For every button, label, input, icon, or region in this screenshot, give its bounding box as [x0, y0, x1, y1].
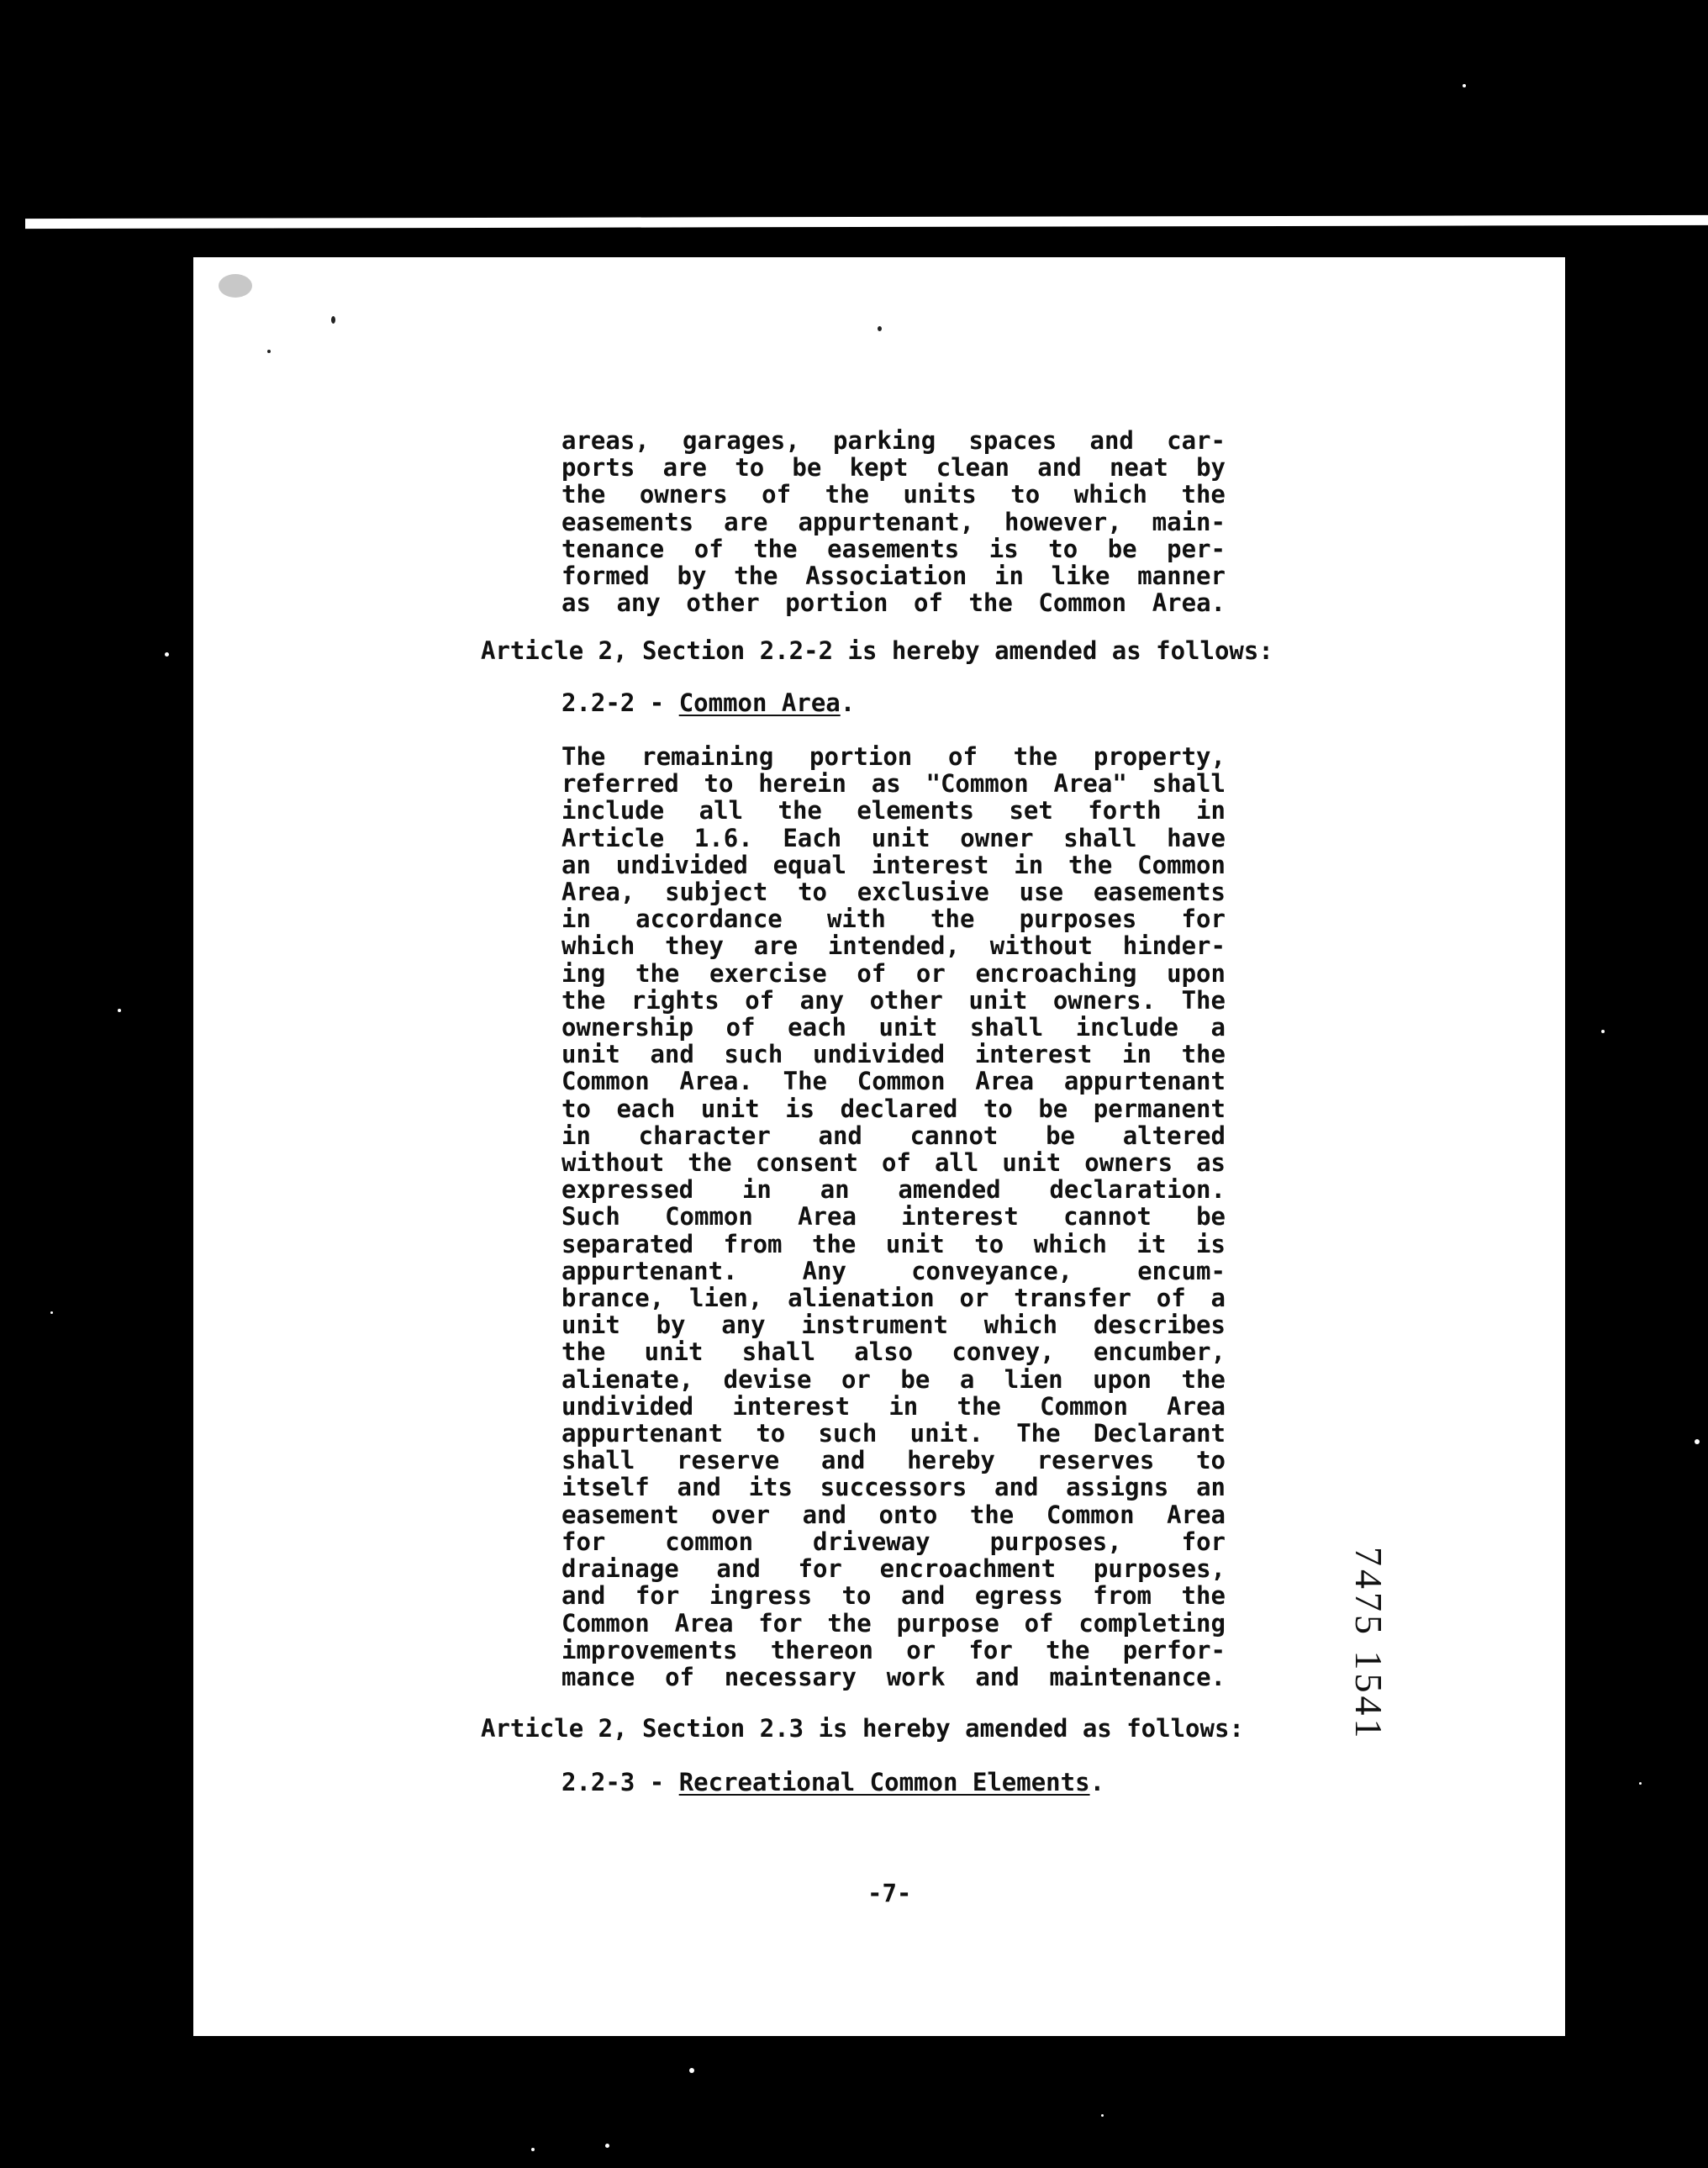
text-line: the owners of the units to which the	[561, 480, 1226, 509]
text-line: Such Common Area interest cannot be	[561, 1202, 1226, 1232]
scan-noise	[531, 2148, 535, 2151]
text-line: which they are intended, without hinder-	[561, 931, 1226, 961]
text-line: formed by the Association in like manner	[561, 562, 1226, 591]
scan-noise	[1463, 84, 1466, 87]
text-line: drainage and for encroachment purposes,	[561, 1554, 1226, 1584]
section-heading-recreational	[561, 1769, 1104, 1796]
text-line: include all the elements set forth in	[561, 796, 1226, 826]
text-line: without the consent of all unit owners as	[561, 1148, 1226, 1178]
text-line: for common driveway purposes, for	[561, 1527, 1226, 1556]
paper-top-edge	[25, 215, 1708, 229]
text-line: ing the exercise of or encroaching upon	[561, 958, 1226, 988]
text-line: appurtenant. Any conveyance, encum-	[561, 1256, 1226, 1285]
text-line: in character and cannot be altered	[561, 1121, 1226, 1150]
section-title: Recreational Common Elements	[678, 1768, 1090, 1796]
scan-noise	[1639, 1782, 1642, 1785]
text-line: alienate, devise or be a lien upon the	[561, 1364, 1226, 1394]
text-line: referred to herein as "Common Area" shall	[561, 769, 1226, 799]
text-line: and for ingress to and egress from the	[561, 1581, 1226, 1611]
text-line: ports are to be kept clean and neat by	[561, 453, 1226, 483]
scan-noise	[878, 326, 882, 331]
text-line: areas, garages, parking spaces and car-	[561, 426, 1226, 455]
text-line: the unit shall also convey, encumber,	[561, 1337, 1226, 1367]
text-line: itself and its successors and assigns an	[561, 1473, 1226, 1502]
scan-noise	[50, 1311, 53, 1314]
scan-noise	[1695, 1439, 1700, 1444]
text-line: Common Area. The Common Area appurtenant	[561, 1067, 1226, 1096]
section-number: 2.2-2 -	[561, 688, 679, 717]
amendment-line-2-3: Article 2, Section 2.3 is hereby amended as follows:	[481, 1714, 1244, 1743]
recording-stamp: 7475 1541	[1347, 1547, 1390, 1742]
section-number: 2.2-3 -	[561, 1768, 679, 1796]
amendment-line-2-2-2: Article 2, Section 2.2-2 is hereby amended as follows:	[481, 636, 1273, 665]
text-line: unit by any instrument which describes	[561, 1311, 1226, 1340]
common-area-paragraph	[561, 743, 1226, 1691]
text-line: undivided interest in the Common Area	[561, 1391, 1226, 1421]
text-line: an undivided equal interest in the Common	[561, 850, 1226, 879]
scan-noise	[1101, 2114, 1104, 2117]
text-line: Article 1.6. Each unit owner shall have	[561, 823, 1226, 852]
text-line: Common Area for the purpose of completing	[561, 1608, 1226, 1638]
text-line: The remaining portion of the property,	[561, 742, 1226, 771]
text-line: in accordance with the purposes for	[561, 905, 1226, 934]
heading-punctuation: .	[1089, 1768, 1105, 1796]
text-line: expressed in an amended declaration.	[561, 1175, 1226, 1205]
heading-punctuation: .	[840, 688, 856, 717]
continued-paragraph	[561, 427, 1226, 616]
scan-noise	[165, 652, 169, 657]
text-line: improvements thereon or for the perfor-	[561, 1635, 1226, 1664]
scan-noise	[267, 350, 271, 353]
page-number: -7-	[867, 1879, 912, 1907]
text-line: the rights of any other unit owners. The	[561, 985, 1226, 1015]
text-line: tenance of the easements is to be per-	[561, 534, 1226, 563]
scan-noise	[689, 2068, 694, 2073]
text-line: Area, subject to exclusive use easements	[561, 878, 1226, 907]
text-line: as any other portion of the Common Area.	[561, 588, 1226, 618]
section-title: Common Area	[678, 688, 841, 717]
scan-noise	[331, 316, 335, 324]
section-heading-common-area	[561, 689, 855, 716]
text-line: unit and such undivided interest in the	[561, 1040, 1226, 1069]
scan-noise	[219, 274, 252, 298]
scan-noise	[1601, 1030, 1605, 1033]
scan-noise	[605, 2144, 609, 2148]
text-line: shall reserve and hereby reserves to	[561, 1446, 1226, 1475]
text-line: mance of necessary work and maintenance.	[561, 1662, 1226, 1691]
text-line: separated from the unit to which it is	[561, 1229, 1226, 1258]
text-line: easement over and onto the Common Area	[561, 1500, 1226, 1529]
text-line: easements are appurtenant, however, main-	[561, 507, 1226, 536]
text-line: to each unit is declared to be permanent	[561, 1094, 1226, 1123]
text-line: ownership of each unit shall include a	[561, 1013, 1226, 1042]
text-line: appurtenant to such unit. The Declarant	[561, 1419, 1226, 1448]
scan-noise	[118, 1009, 121, 1012]
text-line: brance, lien, alienation or transfer of a	[561, 1284, 1226, 1313]
